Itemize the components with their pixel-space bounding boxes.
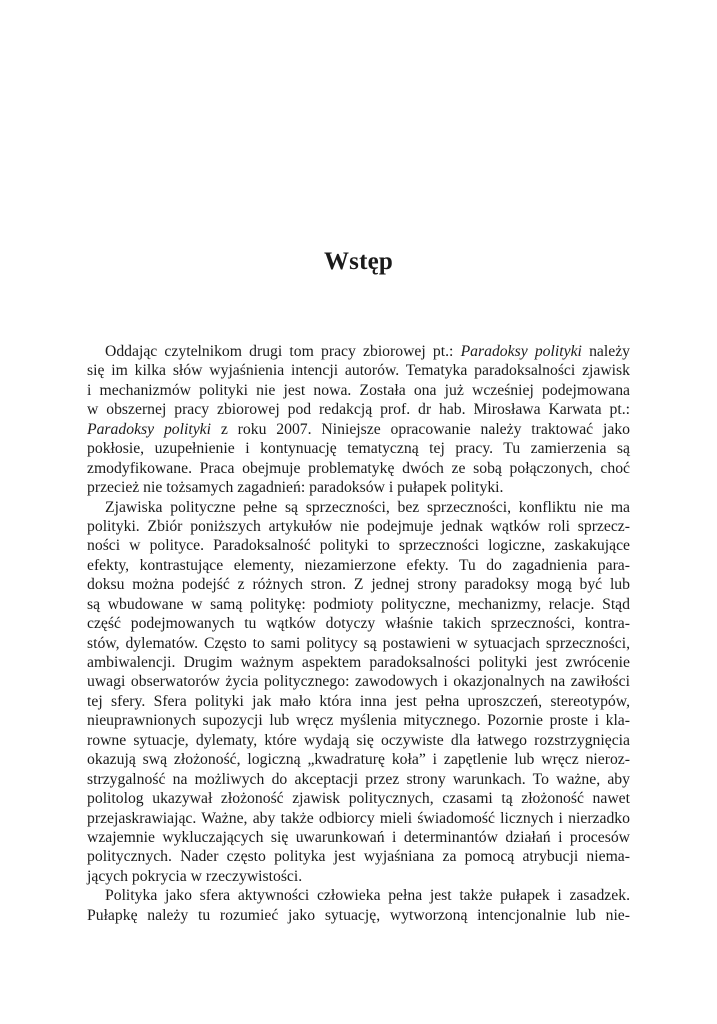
italic-book-title: Paradoksy polityki: [87, 420, 211, 438]
text-run: w obszernej pracy zbiorowej pod redakcją prof. dr hab. Mirosława Karwata pt.:: [87, 401, 630, 419]
text-line: [87, 381, 630, 400]
page-title: Wstęp: [323, 248, 394, 275]
text-run: Polityka jako sfera aktywności człowieka pełna jest także pułapek i zasadzek.: [105, 887, 630, 905]
text-run: politycznych. Nader często polityka jest wyjaśniana za pomocą atrybucji niema-: [87, 848, 630, 866]
text-run: wzajemnie wykluczających się uwarunkowań i determinantów działań i procesów: [87, 828, 630, 846]
text-line: [87, 517, 630, 536]
text-line: [87, 867, 630, 886]
italic-book-title: Paradoksy polityki: [460, 343, 582, 360]
text-line: [87, 770, 630, 789]
text-run: przejaskrawiając. Ważne, aby także odbiorcy mieli świadomość licznych i nierzadko: [87, 809, 630, 827]
text-run: uwagi obserwatorów życia politycznego: zawodowych i okazjonalnych na zawiłości: [87, 673, 630, 691]
text-line: [87, 731, 630, 750]
text-run: stów, dylematów. Często to sami politycy są postawieni w sytuacjach sprzeczności,: [87, 634, 630, 652]
text-run: jących pokrycia w rzeczywistości.: [87, 867, 303, 885]
text-line: [87, 459, 630, 478]
text-run: ambiwalencji. Drugim ważnym aspektem paradoksalności polityki jest zwrócenie: [87, 654, 630, 671]
paragraph: [87, 886, 630, 925]
text-line: [87, 595, 630, 614]
text-line: [87, 614, 630, 633]
text-run: tej sfery. Sfera polityki jak mało która inna jest pełna uproszczeń, stereotypów,: [87, 692, 630, 710]
text-line: [87, 672, 630, 691]
text-line: [87, 634, 630, 653]
text-run: i mechanizmów polityki nie jest nowa. Została ona już wcześniej podejmowana: [87, 381, 630, 399]
text-run: pokłosie, uzupełnienie i kontynuację tematyczną tej pracy. Tu zamierzenia są: [87, 440, 630, 458]
text-line: [87, 361, 630, 380]
text-run: nieuprawnionych supozycji lub wręcz myślenia mitycznego. Pozornie proste i kla-: [87, 712, 630, 730]
paragraph: [87, 498, 630, 887]
text-run: strzygalność na możliwych do akceptacji przez strony warunkach. To ważne, aby: [87, 770, 630, 788]
text-line: [87, 750, 630, 769]
text-line: [87, 692, 630, 711]
text-line: [87, 478, 630, 497]
text-line: [87, 342, 630, 361]
text-line: [87, 556, 630, 575]
text-run: są wbudowane w samą politykę: podmioty polityczne, mechanizmy, relacje. Stąd: [87, 595, 630, 613]
text-run: efekty, kontrastujące elementy, niezamierzone efekty. Tu do zagadnienia para-: [87, 556, 630, 574]
text-line: [87, 420, 630, 439]
text-line: [87, 906, 630, 925]
text-run: z roku 2007. Niniejsze opracowanie należy traktować jako: [211, 420, 631, 438]
text-line: [87, 789, 630, 808]
text-line: [87, 653, 630, 672]
text-run: należy: [581, 343, 630, 360]
text-run: doksu można podejść z różnych stron. Z jednej strony paradoksy mogą być lub: [87, 576, 630, 594]
text-run: rowne sytuacje, dylematy, które wydają się oczywiste dla łatwego rozstrzygnięcia: [87, 731, 630, 749]
text-run: okazują swą złożoność, logiczną „kwadraturę koła” i zapętlenie lub wręcz nieroz-: [87, 751, 630, 769]
text-line: [87, 847, 630, 866]
text-line: [87, 809, 630, 828]
text-run: przecież nie tożsamych zagadnień: paradoksów i pułapek polityki.: [87, 479, 504, 497]
text-run: się im kilka słów wyjaśnienia intencji autorów. Tematyka paradoksalności zjawisk: [87, 362, 630, 380]
body-text: [87, 342, 630, 925]
text-line: [87, 575, 630, 594]
text-run: część podejmowanych tu wątków dotyczy właśnie takich sprzeczności, kontra-: [87, 615, 630, 633]
text-run: Zjawiska polityczne pełne są sprzeczności, bez sprzeczności, konfliktu nie ma: [105, 498, 630, 516]
text-run: ności w polityce. Paradoksalność polityki to sprzeczności logiczne, zaskakujące: [87, 537, 630, 555]
text-line: [87, 439, 630, 458]
text-line: [87, 828, 630, 847]
text-line: [87, 711, 630, 730]
text-line: [87, 536, 630, 555]
text-line: [87, 498, 630, 517]
text-run: zmodyfikowane. Praca obejmuje problematykę dwóch ze sobą połączonych, choć: [87, 459, 630, 477]
text-run: polityki. Zbiór poniższych artykułów nie podejmuje jednak wątków roli sprzecz-: [87, 517, 630, 535]
text-run: Pułapkę należy tu rozumieć jako sytuację, wytworzoną intencjonalnie lub nie-: [87, 906, 630, 924]
text-run: Oddając czytelnikom drugi tom pracy zbiorowej pt.:: [105, 343, 461, 360]
text-line: [87, 400, 630, 419]
text-run: politolog ukazywał złożoność zjawisk politycznych, czasami tą złożoność nawet: [87, 790, 630, 808]
text-line: [87, 886, 630, 905]
paragraph: [87, 342, 630, 498]
